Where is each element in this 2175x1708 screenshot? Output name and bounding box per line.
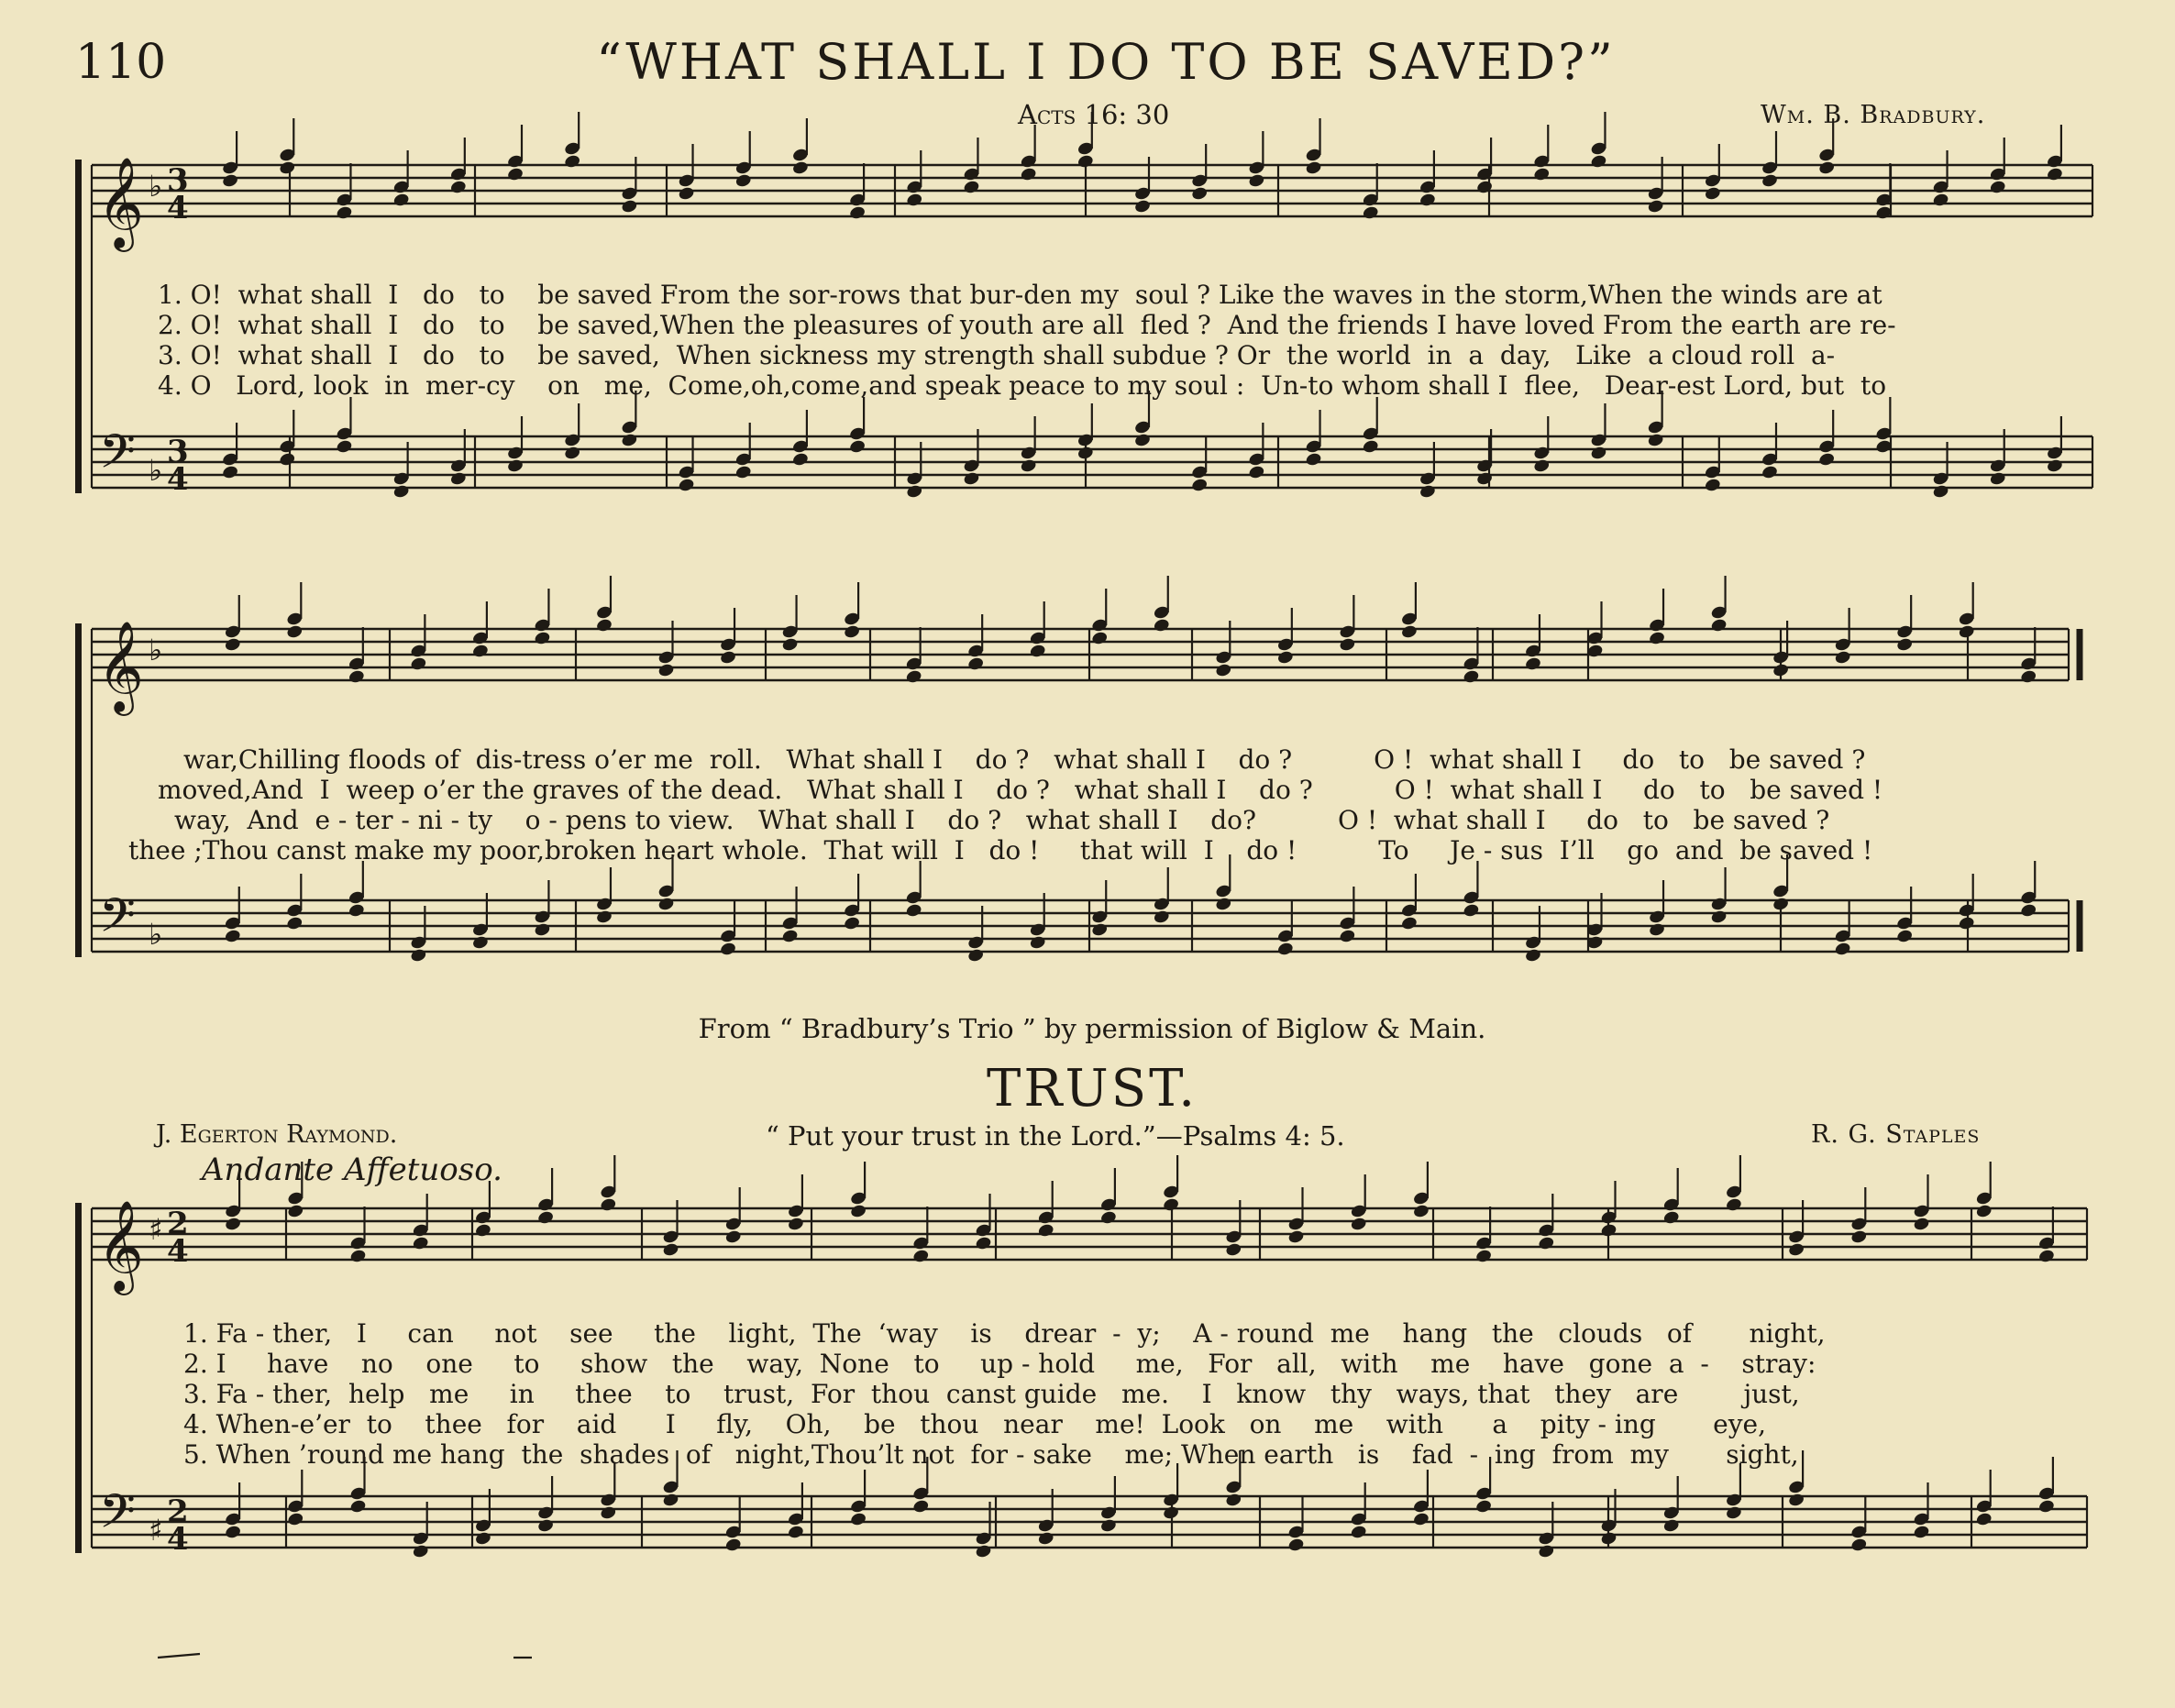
note-head: [224, 929, 241, 944]
note-head: [392, 484, 410, 500]
note-head: [1710, 909, 1728, 925]
note-head: [279, 160, 296, 176]
time-signature-bottom: 4: [167, 190, 189, 226]
note-head: [2037, 1249, 2055, 1264]
note-head: [719, 942, 736, 957]
lyric-verse-3: way, And e - ter - ni - ty o - pens to view. What shall I do ? what shall I do? O ! what shall I do to be saved ?: [174, 805, 1830, 835]
note-head: [905, 903, 922, 919]
note-head: [1704, 478, 1721, 493]
lyric-verse-2: 2. O! what shall I do to be saved,When the pleasures of youth are all fled ? And the friends I have loved From the earth are re-: [158, 310, 1896, 340]
note-head: [1662, 1518, 1680, 1534]
note-head: [1091, 631, 1109, 646]
note-head: [534, 631, 551, 646]
note-head: [1029, 644, 1046, 659]
lyric-verse-2: moved,And I weep o’er the graves of the dead. What shall I do ? what shall I do ? O ! what shall I do to be saved !: [158, 775, 1883, 805]
note-head: [1191, 186, 1209, 202]
note-head: [1305, 160, 1322, 176]
note-head: [662, 1242, 679, 1258]
note-head: [906, 484, 923, 500]
note-head: [564, 446, 581, 461]
note-head: [474, 1223, 491, 1239]
note-head: [1788, 1242, 1805, 1258]
note-head: [1913, 1217, 1930, 1232]
note-head: [1305, 452, 1322, 468]
note-head: [1600, 1223, 1617, 1239]
note-head: [621, 199, 638, 215]
note-head: [1772, 897, 1790, 912]
note-head: [662, 1493, 679, 1508]
note-head: [506, 458, 524, 474]
system-bracket: [75, 160, 82, 493]
note-head: [1761, 173, 1778, 189]
note-head: [1524, 656, 1541, 672]
note-head: [1975, 1204, 1993, 1219]
note-head: [1350, 1525, 1367, 1540]
time-signature-top: 2: [167, 1206, 189, 1242]
note-head: [449, 180, 467, 195]
note-head: [534, 922, 551, 938]
note-head: [1076, 446, 1094, 461]
note-head: [1725, 1505, 1742, 1521]
note-head: [595, 909, 613, 925]
note-head: [537, 1518, 555, 1534]
note-head: [1362, 439, 1379, 455]
note-head: [1225, 1242, 1242, 1258]
note-head: [906, 193, 923, 208]
time-signature-top: 2: [167, 1493, 189, 1530]
note-head: [412, 1236, 429, 1251]
note-head: [1215, 897, 1232, 912]
note-head: [1362, 205, 1379, 221]
note-head: [348, 669, 365, 685]
note-head: [1225, 1493, 1242, 1508]
key-signature: ♭: [149, 633, 163, 667]
lyric-verse-1: 1. Fa - ther, I can not see the light, The ‘way is drear - y; A - round me hang the clouds of night,: [183, 1318, 1826, 1349]
note-head: [1287, 1229, 1305, 1245]
key-signature: ♭: [149, 169, 163, 204]
note-head: [1772, 663, 1790, 678]
note-head: [1350, 1217, 1367, 1232]
note-head: [286, 916, 304, 931]
note-head: [967, 656, 985, 672]
note-head: [1419, 193, 1436, 208]
key-signature: ♯: [149, 1212, 163, 1247]
permission-credit: From “ Bradbury’s Trio ” by permission of Biglow & Main.: [698, 1013, 1486, 1044]
lyric-verse-4: thee ;Thou canst make my poor,broken heart whole. That will I do ! that will I do ! To Je - sus I’ll go and be saved !: [128, 835, 1873, 865]
note-head: [975, 1236, 992, 1251]
note-head: [1463, 903, 1480, 919]
note-head: [1339, 637, 1356, 653]
note-head: [222, 173, 239, 189]
note-head: [1163, 1505, 1180, 1521]
note-head: [1248, 465, 1265, 480]
decorative-mark: [158, 1654, 200, 1658]
note-head: [1163, 1197, 1180, 1213]
note-head: [1339, 929, 1356, 944]
note-head: [410, 656, 427, 672]
note-head: [1788, 1493, 1805, 1508]
note-head: [1276, 650, 1294, 666]
note-head: [287, 1512, 304, 1527]
note-head: [1419, 484, 1436, 500]
note-head: [1932, 193, 1949, 208]
note-head: [1648, 922, 1665, 938]
note-head: [225, 1217, 242, 1232]
note-head: [1020, 167, 1037, 182]
note-head: [1958, 916, 1975, 931]
note-head: [912, 1499, 930, 1515]
treble-clef: 𝄞: [97, 1200, 144, 1292]
note-head: [1662, 1210, 1680, 1226]
note-head: [2046, 167, 2063, 182]
note-head: [844, 916, 861, 931]
lyric-verse-5: 5. When ’round me hang the shades of night,Thou’lt not for - sake me; When earth is fad - ing from my sight,: [183, 1439, 1799, 1470]
note-head: [734, 173, 752, 189]
time-signature-bottom: 4: [167, 461, 189, 498]
note-head: [1400, 624, 1418, 640]
note-head: [224, 637, 241, 653]
note-head: [412, 1544, 429, 1559]
note-head: [781, 929, 799, 944]
note-head: [621, 433, 638, 448]
hymn2-composer: R. G. Staples: [1811, 1120, 1981, 1149]
note-head: [1834, 942, 1851, 957]
note-head: [392, 193, 410, 208]
time-signature-top: 3: [167, 162, 189, 199]
note-head: [1215, 663, 1232, 678]
scripture-reference: Acts 16: 30: [1018, 99, 1170, 130]
note-head: [678, 186, 695, 202]
note-head: [1153, 909, 1170, 925]
key-signature: ♭: [149, 453, 163, 488]
note-head: [600, 1197, 617, 1213]
note-head: [286, 624, 304, 640]
note-head: [348, 903, 365, 919]
note-head: [1153, 618, 1170, 634]
note-head: [1538, 1544, 1555, 1559]
note-head: [724, 1229, 742, 1245]
note-head: [537, 1210, 555, 1226]
time-signature-top: 3: [167, 434, 189, 470]
note-head: [787, 1217, 804, 1232]
note-head: [1850, 1537, 1868, 1553]
bass-clef: 𝄢: [99, 887, 136, 954]
lyric-verse-3: 3. Fa - ther, help me in thee to trust, For thou canst guide me. I know thy ways, that they are just,: [183, 1379, 1800, 1409]
lyric-verse-1: war,Chilling floods of dis-tress o’er me roll. What shall I do ? what shall I do ? O ! what shall I do to be saved ?: [183, 744, 1866, 775]
note-head: [1710, 618, 1728, 634]
note-head: [222, 465, 239, 480]
note-head: [2037, 1499, 2055, 1515]
note-head: [336, 205, 353, 221]
hymn2-author: J. Egerton Raymond.: [156, 1120, 398, 1149]
note-head: [849, 439, 867, 455]
bass-clef: 𝄢: [99, 1483, 136, 1550]
note-head: [1913, 1525, 1930, 1540]
lyric-verse-2: 2. I have no one to show the way, None to up - hold me, For all, with me have gone a - stray:: [183, 1349, 1816, 1379]
treble-clef: 𝄞: [97, 157, 144, 248]
note-head: [734, 465, 752, 480]
note-head: [279, 452, 296, 468]
note-head: [1590, 154, 1607, 170]
note-head: [1989, 471, 2006, 487]
note-head: [1932, 484, 1949, 500]
note-head: [2046, 458, 2063, 474]
composer: Wm. B. Bradbury.: [1761, 101, 1986, 129]
note-head: [1590, 446, 1607, 461]
note-head: [657, 663, 675, 678]
hymn-title: “WHAT SHALL I DO TO BE SAVED?”: [596, 33, 1616, 91]
note-head: [787, 1525, 804, 1540]
tempo-marking: Andante Affetuoso.: [202, 1152, 502, 1188]
note-head: [1896, 637, 1914, 653]
note-head: [791, 160, 809, 176]
note-head: [1533, 458, 1551, 474]
note-head: [1850, 1229, 1868, 1245]
note-head: [905, 669, 922, 685]
note-head: [1412, 1512, 1430, 1527]
note-head: [1818, 452, 1836, 468]
note-head: [1524, 948, 1541, 964]
note-head: [1896, 929, 1914, 944]
note-head: [1463, 669, 1480, 685]
note-head: [1029, 935, 1046, 951]
note-head: [963, 471, 980, 487]
note-head: [287, 1204, 304, 1219]
note-head: [678, 478, 695, 493]
system-bracket: [75, 623, 82, 957]
note-head: [506, 167, 524, 182]
note-head: [1099, 1518, 1117, 1534]
note-head: [595, 618, 613, 634]
note-head: [844, 624, 861, 640]
note-head: [719, 650, 736, 666]
note-head: [1648, 631, 1665, 646]
note-head: [410, 948, 427, 964]
note-head: [1133, 433, 1151, 448]
note-head: [791, 452, 809, 468]
lyric-verse-1: 1. O! what shall I do to be saved From the sor-rows that bur-den my soul ? Like the waves in the storm,When the winds are at: [158, 280, 1882, 310]
note-head: [1476, 471, 1494, 487]
note-head: [1248, 173, 1265, 189]
note-head: [1020, 458, 1037, 474]
note-head: [1818, 160, 1836, 176]
note-head: [1475, 1249, 1493, 1264]
note-head: [1538, 1236, 1555, 1251]
note-head: [1958, 624, 1975, 640]
note-head: [471, 935, 489, 951]
note-head: [1412, 1204, 1430, 1219]
note-head: [1287, 1537, 1305, 1553]
note-head: [1400, 916, 1418, 931]
note-head: [1191, 478, 1209, 493]
time-signature-bottom: 4: [167, 1521, 189, 1558]
note-head: [1761, 465, 1778, 480]
time-signature-bottom: 4: [167, 1233, 189, 1270]
hymn2-title: TRUST.: [987, 1059, 1198, 1118]
note-head: [1091, 922, 1109, 938]
lyric-verse-4: 4. O Lord, look in mer-cy on me, Come,oh,come,and speak peace to my soul : Un-to whom shall I flee, Dear-est Lord, but to: [158, 370, 1887, 401]
lyric-verse-4: 4. When-e’er to thee for aid I fly, Oh, be thou near me! Look on me with a pity - ing eye,: [183, 1409, 1766, 1439]
note-head: [449, 471, 467, 487]
note-head: [1834, 650, 1851, 666]
note-head: [349, 1499, 367, 1515]
note-head: [849, 205, 867, 221]
key-signature: ♯: [149, 1513, 163, 1548]
note-head: [1647, 199, 1664, 215]
note-head: [225, 1525, 242, 1540]
note-head: [1475, 1499, 1493, 1515]
note-head: [349, 1249, 367, 1264]
note-head: [912, 1249, 930, 1264]
note-head: [1076, 154, 1094, 170]
note-head: [1989, 180, 2006, 195]
note-head: [1037, 1531, 1054, 1547]
page-number: 110: [75, 35, 167, 90]
note-head: [1725, 1197, 1742, 1213]
note-head: [963, 180, 980, 195]
note-head: [850, 1512, 867, 1527]
system-bracket: [75, 1203, 82, 1553]
lyric-verse-3: 3. O! what shall I do to be saved, When sickness my strength shall subdue ? Or the world in a day, Like a cloud roll a-: [158, 340, 1836, 370]
note-head: [2020, 903, 2037, 919]
note-head: [471, 644, 489, 659]
note-head: [781, 637, 799, 653]
note-head: [1276, 942, 1294, 957]
note-head: [1600, 1531, 1617, 1547]
note-head: [474, 1531, 491, 1547]
note-head: [724, 1537, 742, 1553]
key-signature: ♭: [149, 917, 163, 952]
note-head: [1133, 199, 1151, 215]
note-head: [2020, 669, 2037, 685]
note-head: [1647, 433, 1664, 448]
note-head: [600, 1505, 617, 1521]
note-head: [967, 948, 985, 964]
note-head: [1704, 186, 1721, 202]
note-head: [1099, 1210, 1117, 1226]
note-head: [564, 154, 581, 170]
treble-clef: 𝄞: [97, 621, 144, 712]
note-head: [975, 1544, 992, 1559]
note-head: [336, 439, 353, 455]
note-head: [1533, 167, 1551, 182]
note-head: [1476, 180, 1494, 195]
note-head: [1975, 1512, 1993, 1527]
hymn2-scripture: “ Put your trust in the Lord.”—Psalms 4: 5.: [766, 1120, 1345, 1152]
note-head: [657, 897, 675, 912]
note-head: [850, 1204, 867, 1219]
bass-clef: 𝄢: [99, 424, 136, 490]
note-head: [1037, 1223, 1054, 1239]
